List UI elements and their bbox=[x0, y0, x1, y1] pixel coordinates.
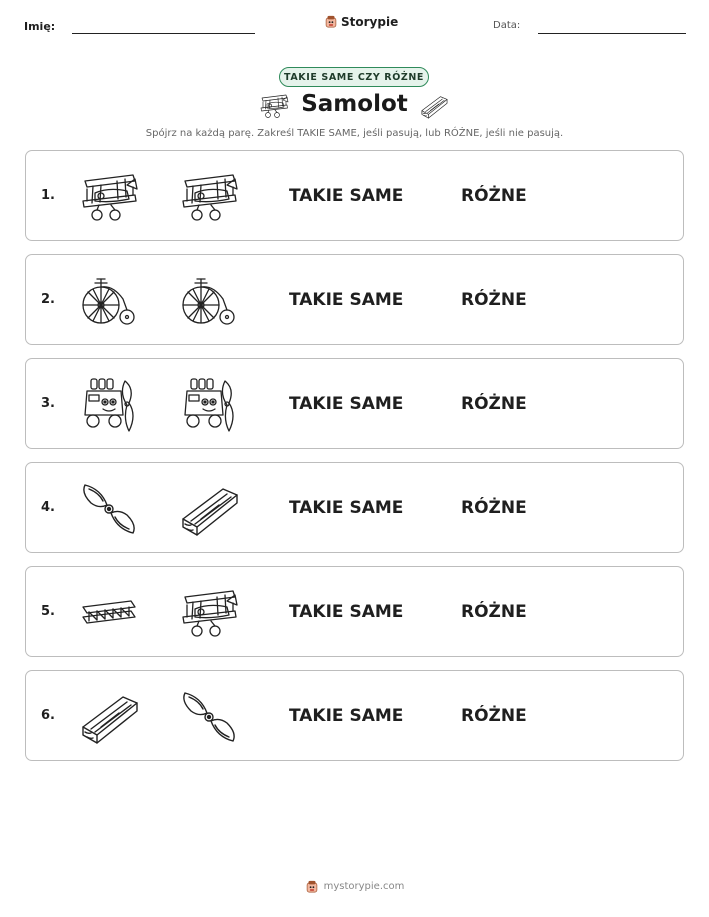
option-different[interactable]: RÓŻNE bbox=[461, 498, 527, 518]
mascot-icon bbox=[324, 14, 338, 29]
date-field-line[interactable] bbox=[538, 33, 686, 34]
instructions: Spójrz na każdą parę. Zakreśl TAKIE SAME, jeśli pasują, lub RÓŻNE, jeśli nie pasują. bbox=[145, 128, 564, 139]
row-number: 1. bbox=[41, 188, 55, 203]
option-different[interactable]: RÓŻNE bbox=[461, 186, 527, 206]
wood-plank-icon bbox=[418, 92, 450, 120]
option-different[interactable]: RÓŻNE bbox=[461, 706, 527, 726]
mascot-icon bbox=[305, 879, 319, 894]
cartoon-engine-icon bbox=[79, 375, 139, 435]
option-different[interactable]: RÓŻNE bbox=[461, 602, 527, 622]
exercise-row bbox=[25, 566, 684, 657]
cartoon-engine-icon bbox=[179, 375, 239, 435]
row-number: 5. bbox=[41, 604, 55, 619]
propeller-icon bbox=[179, 687, 239, 747]
exercise-row bbox=[25, 670, 684, 761]
penny-farthing-icon bbox=[79, 271, 139, 331]
page-title: Samolot bbox=[301, 91, 408, 117]
wood-plank-icon bbox=[79, 687, 139, 747]
row-number: 3. bbox=[41, 396, 55, 411]
wing-frame-icon bbox=[79, 583, 139, 643]
footer bbox=[0, 879, 709, 894]
brand-name: Storypie bbox=[341, 14, 399, 29]
option-same[interactable]: TAKIE SAME bbox=[289, 706, 404, 726]
biplane-icon bbox=[179, 167, 239, 227]
brand-logo bbox=[324, 14, 398, 29]
option-same[interactable]: TAKIE SAME bbox=[289, 394, 404, 414]
option-different[interactable]: RÓŻNE bbox=[461, 394, 527, 414]
row-number: 6. bbox=[41, 708, 55, 723]
worksheet-header bbox=[0, 14, 709, 44]
worksheet-type-badge: TAKIE SAME CZY RÓŻNE bbox=[279, 67, 429, 87]
exercise-row bbox=[25, 254, 684, 345]
exercise-row bbox=[25, 462, 684, 553]
exercise-row bbox=[25, 358, 684, 449]
name-label: Imię: bbox=[24, 20, 56, 33]
option-same[interactable]: TAKIE SAME bbox=[289, 186, 404, 206]
propeller-icon bbox=[79, 479, 139, 539]
biplane-icon bbox=[179, 583, 239, 643]
date-label: Data: bbox=[493, 20, 521, 31]
option-same[interactable]: TAKIE SAME bbox=[289, 498, 404, 518]
option-same[interactable]: TAKIE SAME bbox=[289, 602, 404, 622]
exercise-row bbox=[25, 150, 684, 241]
wood-plank-icon bbox=[179, 479, 239, 539]
penny-farthing-icon bbox=[179, 271, 239, 331]
option-same[interactable]: TAKIE SAME bbox=[289, 290, 404, 310]
option-different[interactable]: RÓŻNE bbox=[461, 290, 527, 310]
name-field-line[interactable] bbox=[72, 33, 255, 34]
row-number: 2. bbox=[41, 292, 55, 307]
row-number: 4. bbox=[41, 500, 55, 515]
biplane-icon bbox=[79, 167, 139, 227]
footer-url[interactable]: mystorypie.com bbox=[323, 881, 405, 892]
title-row bbox=[0, 91, 709, 123]
